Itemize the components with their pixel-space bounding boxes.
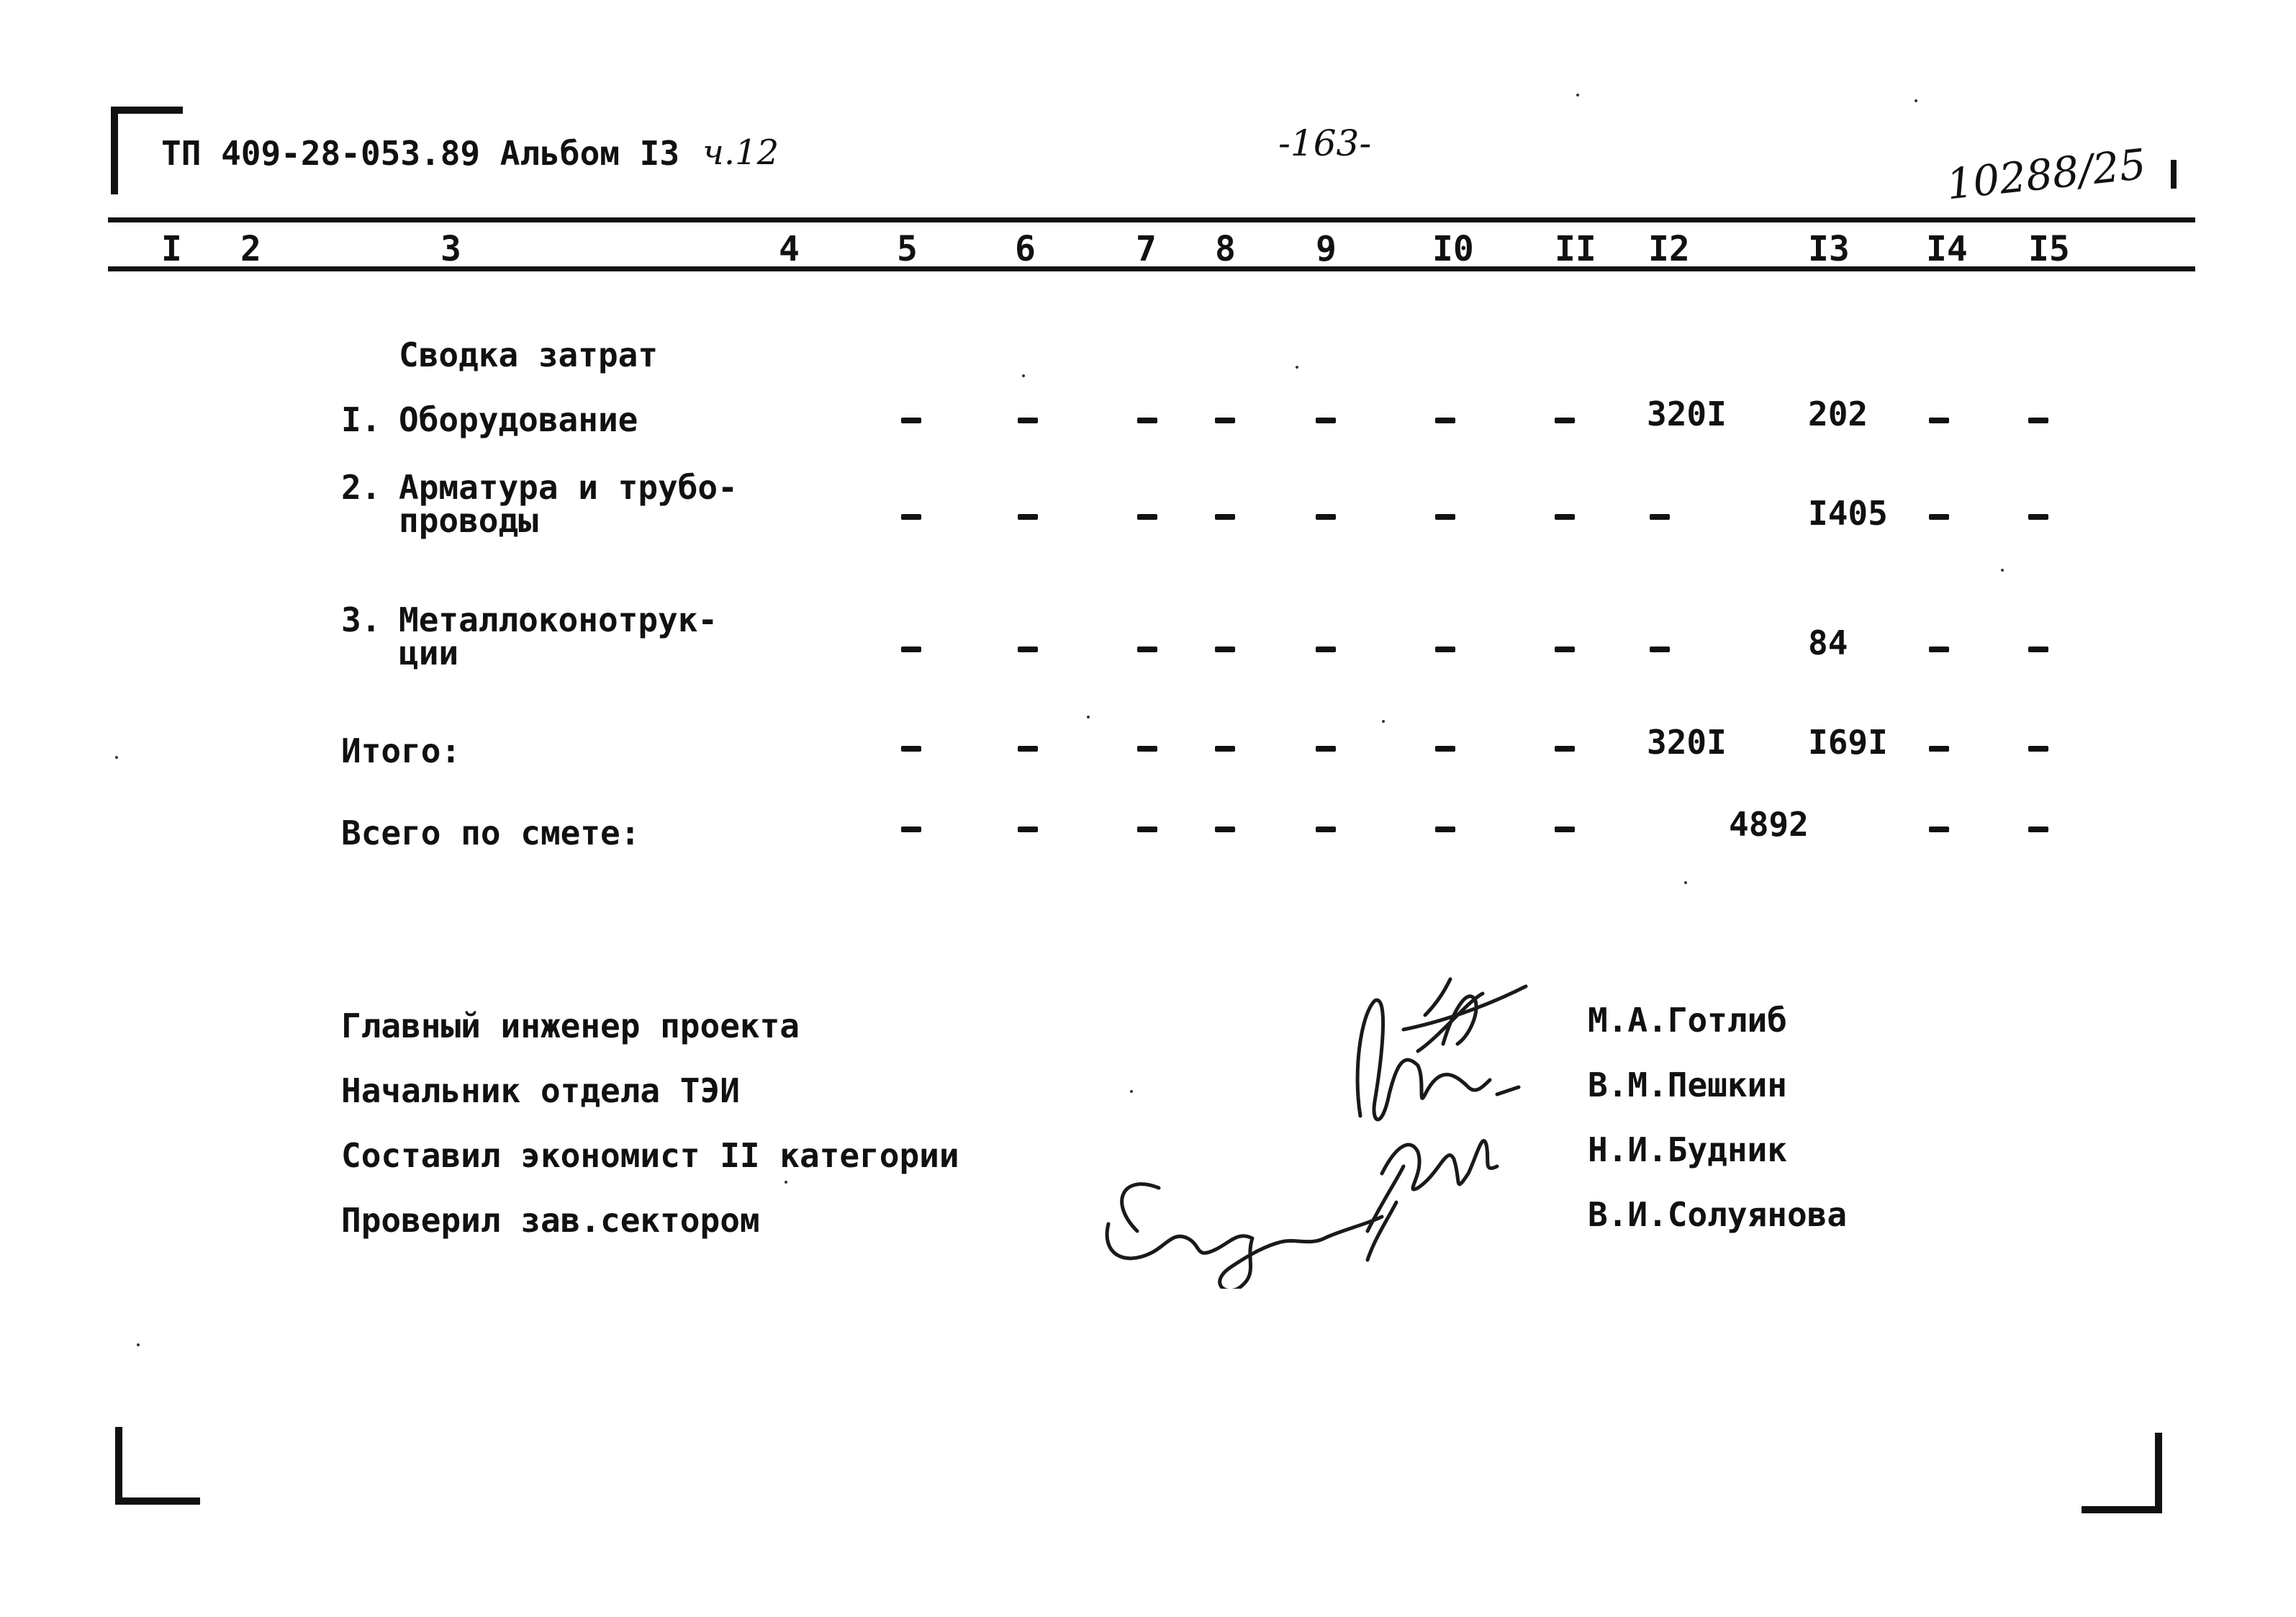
- signature-role-2: Начальник отдела ТЭИ: [341, 1071, 740, 1110]
- empty-cell-dash: [1650, 514, 1670, 520]
- corner-mark-bottom-left-h: [115, 1497, 200, 1505]
- total-col-13: I69I: [1808, 723, 1888, 762]
- grand-total-label: Всего по смете:: [341, 814, 641, 852]
- empty-cell-dash: [1137, 746, 1157, 752]
- column-number-6: 6: [1015, 229, 1036, 269]
- empty-cell-dash: [1929, 746, 1949, 752]
- scan-speck: [1915, 99, 1917, 102]
- table-top-rule: [108, 217, 2195, 222]
- row-3-name-line-1: Металлоконотрук-: [399, 600, 718, 639]
- signature-role-1: Главный инженер проекта: [341, 1006, 800, 1045]
- handwritten-signatures: [1080, 958, 1583, 1289]
- empty-cell-dash: [901, 746, 921, 752]
- column-number-13: I3: [1808, 229, 1850, 269]
- row-2-number: 2.: [341, 468, 381, 507]
- signature-name-1: М.А.Готлиб: [1588, 1001, 1787, 1040]
- scan-speck: [1022, 374, 1025, 377]
- empty-cell-dash: [1435, 514, 1455, 520]
- empty-cell-dash: [1018, 514, 1038, 520]
- empty-cell-dash: [1215, 647, 1235, 652]
- scan-speck: [785, 1181, 787, 1184]
- empty-cell-dash: [1555, 418, 1575, 423]
- empty-cell-dash: [2028, 746, 2048, 752]
- row-1-number: I.: [341, 400, 381, 439]
- signature-name-3: Н.И.Будник: [1588, 1130, 1787, 1169]
- empty-cell-dash: [901, 514, 921, 520]
- row-3-name-line-2: ции: [399, 634, 459, 672]
- row-3-col-13: 84: [1808, 623, 1848, 662]
- column-number-14: I4: [1926, 229, 1968, 269]
- empty-cell-dash: [1316, 647, 1336, 652]
- empty-cell-dash: [2028, 514, 2048, 520]
- column-number-3: 3: [440, 229, 461, 269]
- empty-cell-dash: [1555, 647, 1575, 652]
- page-number: -163-: [1278, 122, 1372, 164]
- row-2-col-13: I405: [1808, 494, 1888, 533]
- empty-cell-dash: [1555, 746, 1575, 752]
- empty-cell-dash: [1929, 514, 1949, 520]
- total-col-12: 320I: [1647, 723, 1727, 762]
- row-2-name-line-2: проводы: [399, 501, 538, 540]
- corner-mark-top-left-h: [111, 107, 183, 114]
- column-number-5: 5: [897, 229, 918, 269]
- section-title: Сводка затрат: [399, 335, 659, 374]
- empty-cell-dash: [1018, 826, 1038, 832]
- scan-speck: [1684, 881, 1687, 884]
- column-number-4: 4: [779, 229, 800, 269]
- empty-cell-dash: [1215, 418, 1235, 423]
- empty-cell-dash: [1555, 826, 1575, 832]
- empty-cell-dash: [1316, 746, 1336, 752]
- empty-cell-dash: [1316, 514, 1336, 520]
- empty-cell-dash: [1650, 647, 1670, 652]
- document-code: ТП 409-28-053.89 Альбом I3: [161, 134, 680, 173]
- empty-cell-dash: [1137, 514, 1157, 520]
- column-number-10: I0: [1432, 229, 1474, 269]
- empty-cell-dash: [1929, 647, 1949, 652]
- empty-cell-dash: [1137, 418, 1157, 423]
- empty-cell-dash: [1929, 826, 1949, 832]
- row-3-number: 3.: [341, 600, 381, 639]
- corner-mark-bottom-left: [115, 1427, 122, 1505]
- empty-cell-dash: [901, 647, 921, 652]
- column-number-1: I: [161, 229, 182, 269]
- empty-cell-dash: [2028, 647, 2048, 652]
- row-1-col-13: 202: [1808, 395, 1868, 433]
- empty-cell-dash: [1435, 746, 1455, 752]
- empty-cell-dash: [1555, 514, 1575, 520]
- scan-speck: [1382, 720, 1385, 723]
- column-number-11: II: [1555, 229, 1596, 269]
- column-number-7: 7: [1136, 229, 1157, 269]
- empty-cell-dash: [901, 826, 921, 832]
- empty-cell-dash: [2028, 826, 2048, 832]
- corner-mark-top-left: [111, 107, 118, 194]
- empty-cell-dash: [1018, 647, 1038, 652]
- scan-speck: [2001, 569, 2004, 572]
- scan-speck: [115, 756, 118, 759]
- grand-total-value: 4892: [1729, 805, 1809, 844]
- signature-name-2: В.М.Пешкин: [1588, 1066, 1787, 1104]
- scan-speck: [1296, 366, 1298, 369]
- corner-mark-bottom-right-h: [2082, 1506, 2162, 1513]
- empty-cell-dash: [1137, 826, 1157, 832]
- row-2-name-line-1: Арматура и трубо-: [399, 468, 738, 507]
- empty-cell-dash: [1018, 418, 1038, 423]
- row-1-col-12: 320I: [1647, 395, 1727, 433]
- column-number-8: 8: [1215, 229, 1236, 269]
- scan-speck: [137, 1343, 140, 1346]
- empty-cell-dash: [1018, 746, 1038, 752]
- column-number-15: I5: [2028, 229, 2070, 269]
- signature-name-4: В.И.Солуянова: [1588, 1195, 1848, 1234]
- empty-cell-dash: [1215, 514, 1235, 520]
- empty-cell-dash: [901, 418, 921, 423]
- empty-cell-dash: [1215, 746, 1235, 752]
- signature-role-4: Проверил зав.сектором: [341, 1201, 760, 1240]
- archive-number: 10288/25: [1944, 139, 2148, 210]
- total-label: Итого:: [341, 731, 461, 770]
- scan-speck: [1130, 1090, 1133, 1093]
- corner-mark-bottom-right: [2155, 1433, 2162, 1513]
- row-1-name: Оборудование: [399, 400, 638, 439]
- column-number-12: I2: [1648, 229, 1690, 269]
- empty-cell-dash: [1435, 647, 1455, 652]
- empty-cell-dash: [1316, 418, 1336, 423]
- scan-speck: [1576, 94, 1579, 96]
- empty-cell-dash: [1435, 826, 1455, 832]
- archive-number-bar: [2171, 160, 2177, 189]
- column-number-9: 9: [1316, 229, 1337, 269]
- empty-cell-dash: [2028, 418, 2048, 423]
- empty-cell-dash: [1929, 418, 1949, 423]
- empty-cell-dash: [1435, 418, 1455, 423]
- empty-cell-dash: [1215, 826, 1235, 832]
- empty-cell-dash: [1316, 826, 1336, 832]
- column-number-2: 2: [240, 229, 261, 269]
- signature-role-3: Составил экономист II категории: [341, 1136, 959, 1175]
- part-note: ч.12: [702, 132, 779, 173]
- empty-cell-dash: [1137, 647, 1157, 652]
- scan-speck: [1087, 716, 1090, 719]
